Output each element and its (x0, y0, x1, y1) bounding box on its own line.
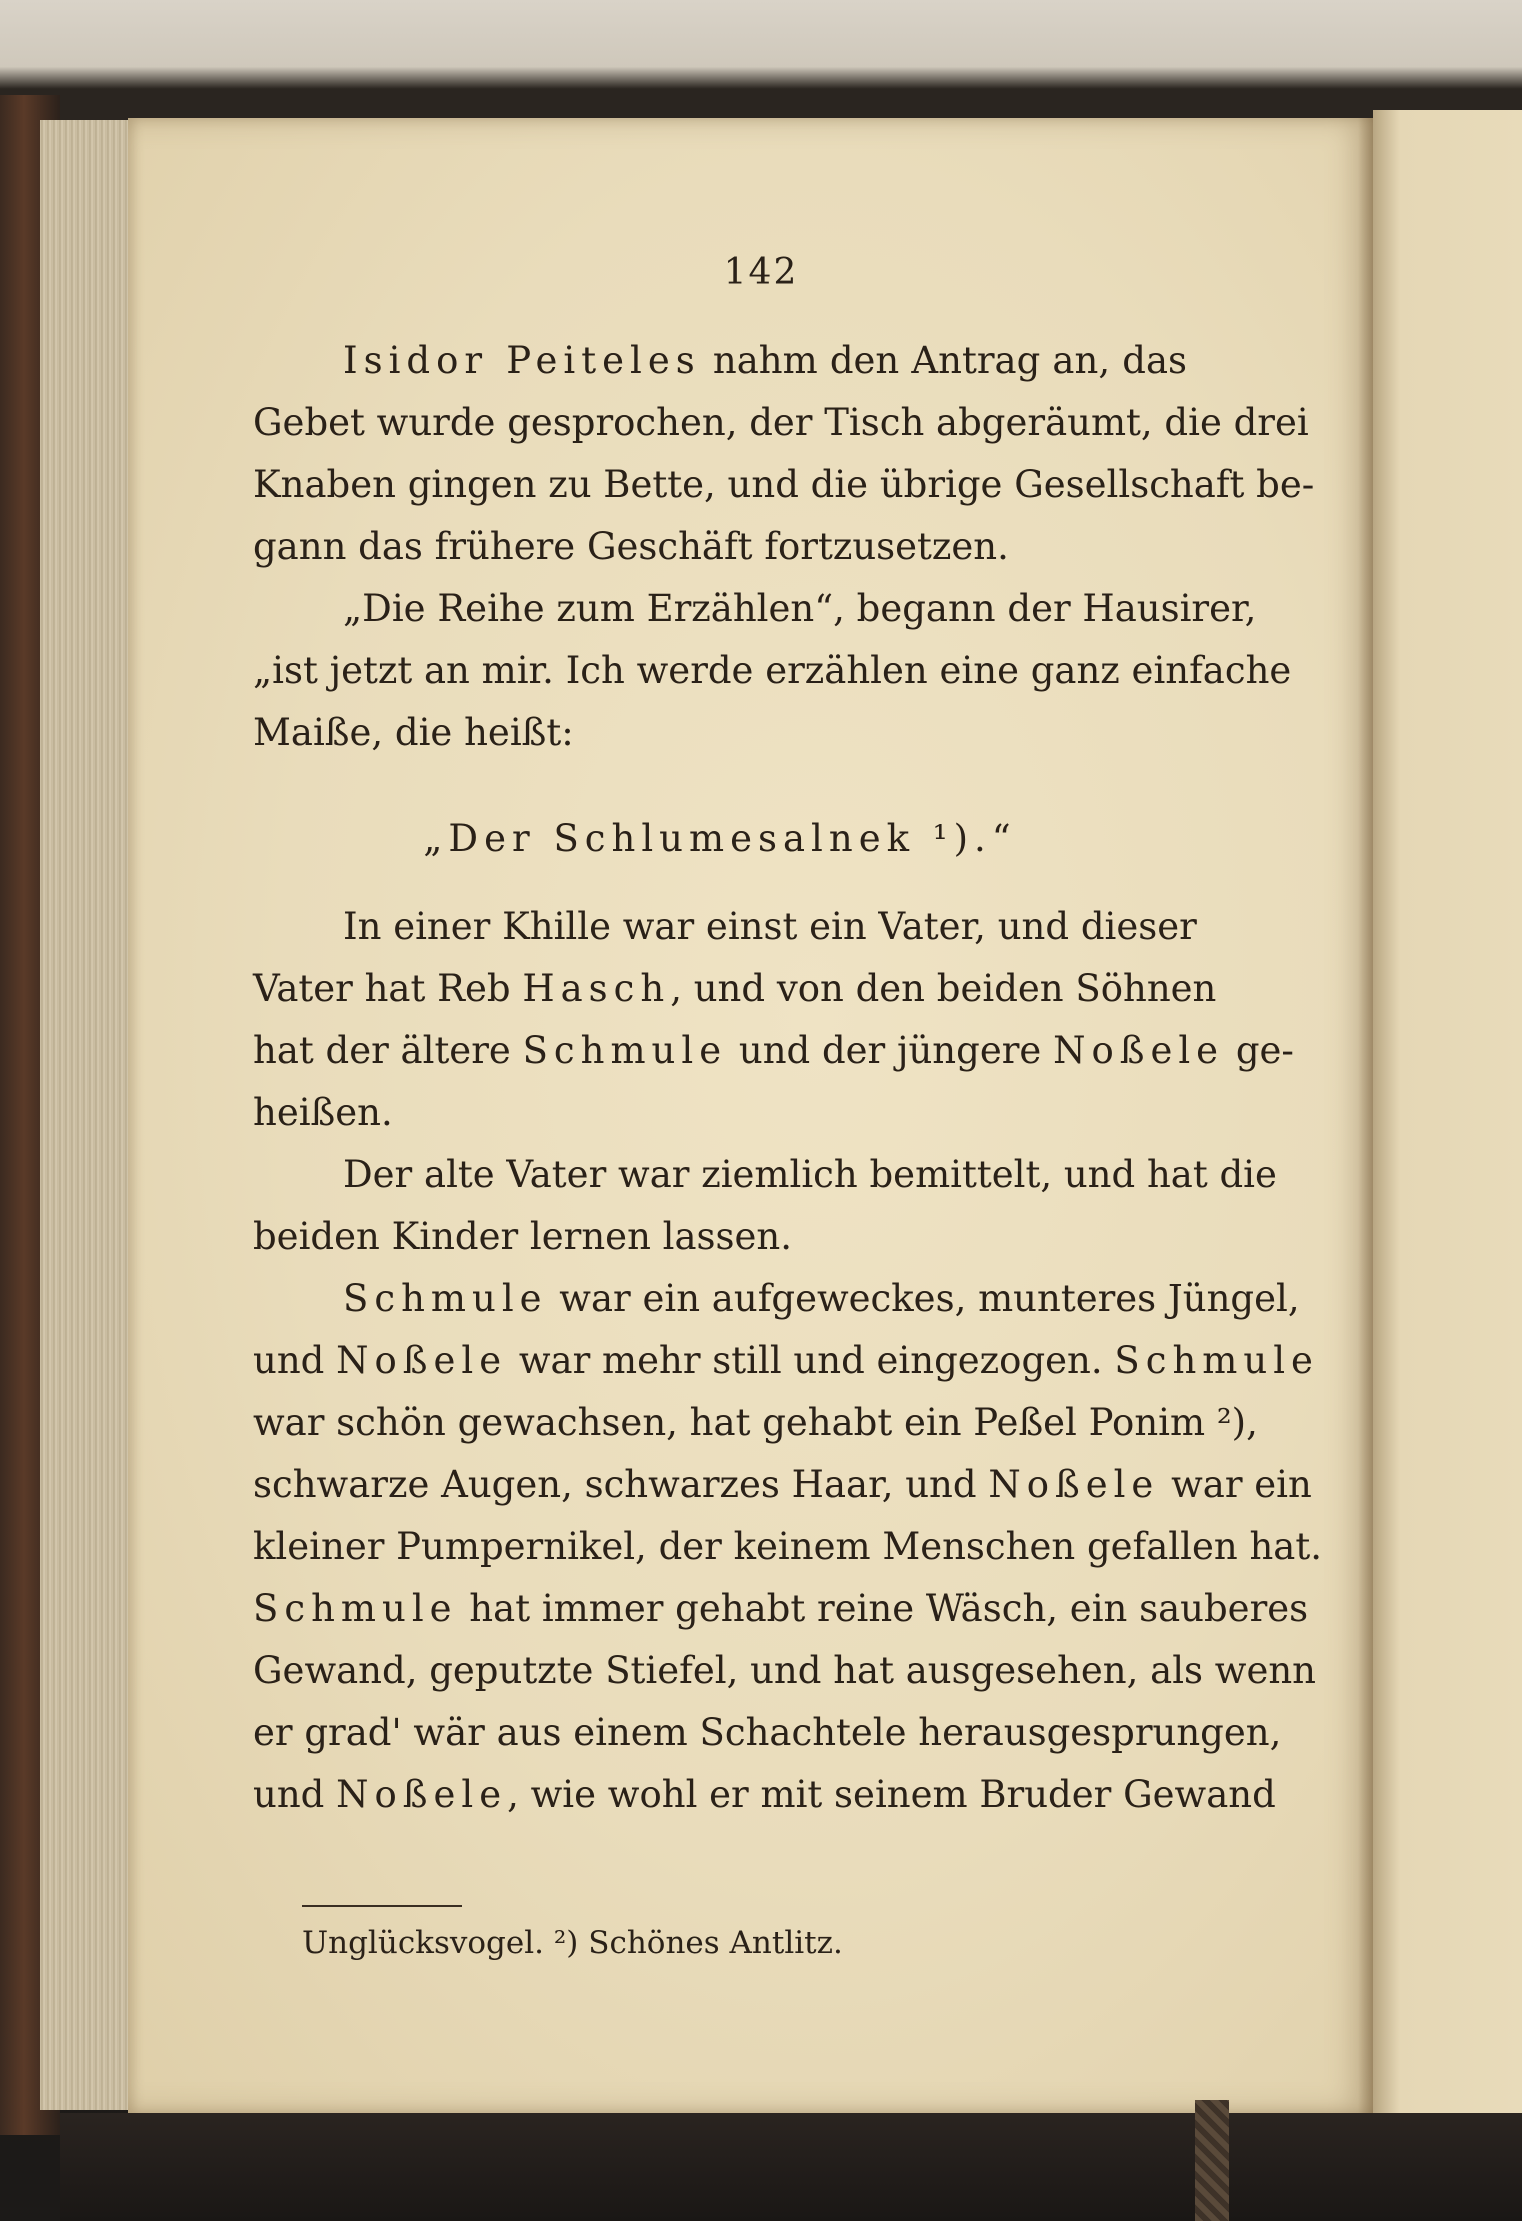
spaced-name: Noßele (988, 1463, 1160, 1506)
text-line: kleiner Pumpernikel, der keinem Menschen gefallen hat. (253, 1525, 1322, 1568)
spaced-name: Noßele (336, 1773, 508, 1816)
text-line: Der alte Vater war ziemlich bemittelt, und hat die (343, 1153, 1277, 1196)
text-segment: war mehr still und eingezogen. (507, 1339, 1115, 1382)
paragraph-3 (253, 896, 1294, 1144)
footnote: Unglücksvogel. ²) Schönes Antlitz. (302, 1925, 843, 1961)
text-line: Gewand, geputzte Stiefel, und hat ausgesehen, als wenn (253, 1649, 1317, 1692)
footnote-rule (302, 1905, 462, 1907)
text-line: Maiße, die heißt: (253, 711, 574, 754)
text-line: gann das frühere Geschäft fortzusetzen. (253, 525, 1009, 568)
facing-page-edge (1373, 110, 1522, 2130)
book-bottom-edge (60, 2113, 1522, 2221)
text-line: heißen. (253, 1091, 393, 1134)
spaced-name: Noßele (1053, 1029, 1225, 1072)
paragraph-4 (253, 1144, 1277, 1268)
spaced-name: Schmule (1114, 1339, 1319, 1382)
page-number: 142 (723, 252, 799, 293)
text-segment: , wie wohl er mit seinem Bruder Gewand (507, 1773, 1276, 1816)
text-line (253, 1454, 1312, 1516)
page-body (253, 330, 1322, 1826)
text-segment: hat der ältere (253, 1029, 523, 1072)
spaced-name: Schmule (253, 1587, 458, 1630)
text-line (253, 1020, 1294, 1082)
text-segment: , und von den beiden Söhnen (670, 967, 1217, 1010)
text-segment: ge- (1224, 1029, 1294, 1072)
text-segment: und (253, 1773, 337, 1816)
text-line (253, 1764, 1276, 1826)
text-line (253, 958, 1217, 1020)
text-line (253, 1268, 1300, 1330)
paragraph-2 (253, 578, 1292, 764)
text-line: Knaben gingen zu Bette, und die übrige Gesellschaft be- (253, 463, 1315, 506)
text-line: war schön gewachsen, hat gehabt ein Peßel Ponim ²), (253, 1401, 1258, 1444)
spaced-name: Schmule (522, 1029, 728, 1072)
text-line (253, 1330, 1319, 1392)
text-line: er grad' wär aus einem Schachtele herausgesprungen, (253, 1711, 1282, 1754)
text-segment: schwarze Augen, schwarzes Haar, und (253, 1463, 989, 1506)
paragraph-5 (253, 1268, 1322, 1826)
text-line: In einer Khille war einst ein Vater, und dieser (343, 905, 1197, 948)
story-title: „Der Schlumesalnek ¹).“ (423, 817, 1017, 860)
text-segment: war ein aufgeweckes, munteres Jüngel, (547, 1277, 1300, 1320)
text-segment: hat immer gehabt reine Wäsch, ein sauberes (457, 1587, 1309, 1630)
spaced-name: Noßele (336, 1339, 508, 1382)
text-line: beiden Kinder lernen lassen. (253, 1215, 793, 1258)
page-edges (40, 120, 142, 2110)
paragraph-1 (253, 330, 1315, 578)
text-segment: nahm den Antrag an, das (700, 339, 1187, 382)
text-line: Gebet wurde gesprochen, der Tisch abgeräumt, die drei (253, 401, 1309, 444)
text-line (253, 330, 1187, 392)
text-line: „ist jetzt an mir. Ich werde erzählen eine ganz einfache (253, 649, 1292, 692)
text-segment: Vater hat Reb (253, 967, 523, 1010)
spaced-name: Schmule (343, 1277, 548, 1320)
text-segment: und der jüngere (727, 1029, 1054, 1072)
spaced-name: Hasch (522, 967, 671, 1010)
text-segment: war ein (1159, 1463, 1312, 1506)
text-segment: und (253, 1339, 337, 1382)
spaced-name: Isidor Peiteles (343, 339, 701, 382)
text-line: „Die Reihe zum Erzählen“, begann der Hausirer, (343, 587, 1257, 630)
text-line (253, 1578, 1309, 1640)
bookmark-ribbon (1195, 2100, 1229, 2221)
